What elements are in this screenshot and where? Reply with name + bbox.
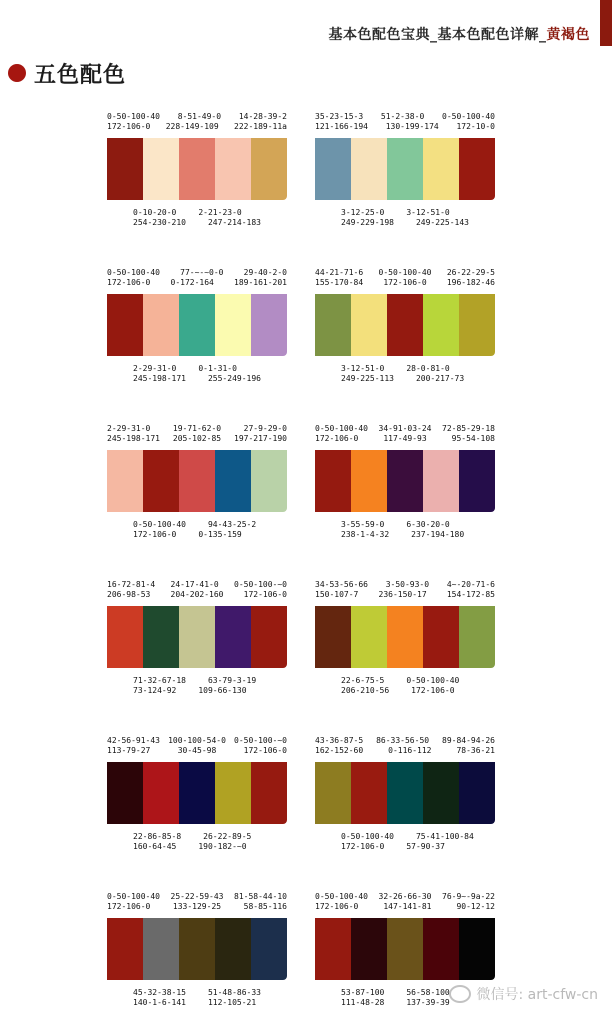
color-swatch [215,918,251,980]
color-code: 172-106-0 [341,842,385,851]
code-line [315,208,495,218]
color-code: 4~-20-71-6 [446,580,495,589]
color-code: 100-100-54-0 [168,736,226,745]
color-code: 72-85-29-18 [442,424,495,433]
swatch-strip [107,762,287,824]
palette-top-codes [107,268,287,288]
palette-top-codes [315,736,495,756]
color-code: 190-182-~0 [198,842,247,851]
palette-bottom-codes [107,364,287,384]
code-line [315,892,495,902]
color-code: 204-202-160 [170,590,224,599]
header-title-main: 基本色配色宝典_基本色配色详解_ [328,27,547,43]
color-swatch [215,138,251,200]
color-code: 19-71-62-0 [172,424,222,433]
color-code: 0-50-100-40 [378,268,432,277]
color-code: 155-170-84 [315,278,364,287]
header-title [329,24,591,44]
swatch-strip [315,138,495,200]
code-line [315,530,495,540]
code-line [315,520,495,530]
color-code: 0-50-100-40 [341,832,394,841]
palette-bottom-codes [107,832,287,852]
palette-top-codes [315,580,495,600]
color-swatch [315,606,351,668]
color-swatch [179,450,215,512]
color-swatch [107,294,143,356]
palette-card [315,580,495,695]
header-title-accent: 黄褐色 [546,27,590,43]
color-swatch [459,918,495,980]
swatch-strip [315,294,495,356]
palette-bottom-codes [315,676,495,696]
code-line [107,530,287,540]
code-line [107,434,287,444]
color-code: 86-33-56-50 [376,736,430,745]
header-accent-bar [600,0,612,46]
color-code: 53-87-100 [341,988,385,997]
color-code: 56-58-100 [406,988,450,997]
color-swatch [387,918,423,980]
color-code: 90-12-12 [456,902,495,911]
color-swatch [143,606,179,668]
color-code: 29-40-2-0 [243,268,287,277]
color-code: 27-9-29-0 [243,424,287,433]
palette-card [107,268,287,383]
color-code: 205-102-85 [172,434,222,443]
color-code: 254-230-210 [133,218,186,227]
color-code: 0-50-100-~0 [234,580,287,589]
code-line [107,112,287,122]
color-code: 63-79-3-19 [207,676,257,685]
color-code: 0-116-112 [388,746,432,755]
code-line [107,364,287,374]
color-swatch [387,138,423,200]
palette-bottom-codes [315,364,495,384]
color-code: 3-50-93-0 [385,580,430,589]
color-code: 112-105-21 [207,998,257,1007]
color-swatch [215,762,251,824]
color-code: 45-32-38-15 [133,988,186,997]
color-code: 172-106-0 [243,746,287,755]
color-swatch [179,762,215,824]
palette-card [315,736,495,851]
color-code: 113-79-27 [107,746,151,755]
bullet-dot-icon [8,64,26,82]
color-code: 3-55-59-0 [341,520,385,529]
color-code: 32-26-66-30 [378,892,432,901]
color-swatch [387,762,423,824]
palette-card [107,424,287,539]
code-line [315,424,495,434]
wechat-icon [449,985,471,1003]
color-code: 94-43-25-2 [207,520,257,529]
color-swatch [107,606,143,668]
color-swatch [351,918,387,980]
color-code: 30-45-98 [177,746,217,755]
color-swatch [107,762,143,824]
code-line [107,590,287,600]
color-code: 35-23-15-3 [315,112,364,121]
color-code: 206-210-56 [341,686,390,695]
watermark [449,984,599,1004]
color-code: 95-54-108 [451,434,495,443]
code-line [315,746,495,756]
color-swatch [351,138,387,200]
color-code: 0-172-164 [170,278,214,287]
color-code: 34-91-03-24 [378,424,432,433]
color-code: 3-12-25-0 [341,208,385,217]
code-line [107,736,287,746]
palette-top-codes [107,424,287,444]
color-code: 43-36-87-5 [315,736,364,745]
color-code: 0-50-100-40 [406,676,460,685]
color-swatch [143,762,179,824]
code-line [107,218,287,228]
color-swatch [107,450,143,512]
code-line [315,268,495,278]
palette-top-codes [315,424,495,444]
color-code: 22-6-75-5 [341,676,385,685]
color-code: 172-106-0 [133,530,177,539]
palette-top-codes [315,268,495,288]
color-swatch [459,606,495,668]
color-swatch [143,294,179,356]
color-code: 75-41-100-84 [415,832,474,841]
color-code: 249-225-113 [341,374,394,383]
color-code: 0-50-100-40 [107,112,160,121]
code-line [315,434,495,444]
color-code: 172-106-0 [315,902,359,911]
code-line [315,218,495,228]
color-code: 34-53-56-66 [315,580,368,589]
palette-bottom-codes [107,988,287,1008]
color-code: 22-86-85-8 [133,832,182,841]
color-swatch [251,450,287,512]
code-line [315,374,495,384]
palette-top-codes [107,580,287,600]
swatch-strip [315,918,495,980]
palette-bottom-codes [107,676,287,696]
color-swatch [315,918,351,980]
palette-top-codes [107,892,287,912]
color-code: 16-72-81-4 [107,580,156,589]
color-swatch [179,294,215,356]
palette-bottom-codes [107,520,287,540]
palette-bottom-codes [315,520,495,540]
code-line [107,374,287,384]
color-code: 200-217-73 [415,374,465,383]
code-line [107,746,287,756]
color-code: 6-30-20-0 [406,520,450,529]
palette-top-codes [315,892,495,912]
code-line [315,580,495,590]
code-line [107,988,287,998]
color-swatch [215,450,251,512]
color-code: 130-199-174 [385,122,439,131]
color-swatch [387,294,423,356]
swatch-strip [315,762,495,824]
color-code: 238-1-4-32 [341,530,390,539]
code-line [107,842,287,852]
color-code: 245-198-171 [133,374,186,383]
color-code: 206-98-53 [107,590,151,599]
color-swatch [459,762,495,824]
color-swatch [315,294,351,356]
color-swatch [179,138,215,200]
color-code: 222-189-11a [234,122,287,131]
color-code: 117-49-93 [383,434,427,443]
code-line [107,686,287,696]
color-swatch [459,450,495,512]
color-code: 111-48-28 [341,998,385,1007]
color-code: 236-150-17 [378,590,427,599]
color-code: 77-~-~0-0 [180,268,224,277]
color-swatch [143,450,179,512]
palette-card [315,424,495,539]
palette-card [315,268,495,383]
watermark-text: 微信号: art-cfw-cn [476,987,598,1003]
color-code: 249-225-143 [415,218,469,227]
color-swatch [423,294,459,356]
color-code: 26-22-89-5 [203,832,252,841]
color-code: 57-90-37 [406,842,445,851]
color-swatch [251,138,287,200]
swatch-strip [107,138,287,200]
color-code: 237-194-180 [411,530,465,539]
code-line [315,842,495,852]
color-code: 14-28-39-2 [238,112,287,121]
color-code: 78-36-21 [456,746,495,755]
code-line [107,580,287,590]
color-swatch [143,918,179,980]
color-swatch [423,918,459,980]
color-code: 2-21-23-0 [198,208,242,217]
color-swatch [315,138,351,200]
color-code: 2-29-31-0 [107,424,151,433]
code-line [315,122,495,132]
color-code: 154-172-85 [446,590,495,599]
color-swatch [143,138,179,200]
color-swatch [315,450,351,512]
color-code: 25-22-59-43 [170,892,224,901]
color-swatch [423,450,459,512]
color-code: 24-17-41-0 [170,580,219,589]
color-swatch [423,606,459,668]
palette-card [107,892,287,1007]
color-swatch [315,762,351,824]
color-code: 26-22-29-5 [446,268,495,277]
color-code: 58-85-116 [243,902,287,911]
code-line [107,208,287,218]
code-line [315,736,495,746]
color-code: 121-166-194 [315,122,368,131]
color-code: 0-50-100-40 [442,112,495,121]
color-swatch [351,762,387,824]
color-code: 160-64-45 [133,842,177,851]
color-swatch [107,918,143,980]
color-swatch [179,918,215,980]
color-code: 249-229-198 [341,218,394,227]
code-line [107,278,287,288]
color-code: 245-198-171 [107,434,160,443]
palette-card [315,112,495,227]
swatch-strip [107,606,287,668]
swatch-strip [107,294,287,356]
code-line [107,122,287,132]
color-code: 0-50-100-40 [107,892,160,901]
color-swatch [459,138,495,200]
swatch-strip [107,450,287,512]
section-heading [8,58,126,88]
code-line [315,686,495,696]
color-code: 28-0-81-0 [406,364,450,373]
color-code: 140-1-6-141 [133,998,186,1007]
color-code: 0-50-100-40 [315,892,368,901]
color-code: 3-12-51-0 [341,364,385,373]
color-code: 172-106-0 [107,278,151,287]
color-swatch [215,294,251,356]
code-line [315,112,495,122]
color-code: 51-2-38-0 [380,112,425,121]
swatch-strip [315,606,495,668]
color-swatch [251,294,287,356]
swatch-strip [107,918,287,980]
code-line [107,892,287,902]
color-code: 255-249-196 [207,374,261,383]
color-code: 172-10-0 [456,122,495,131]
section-title: 五色配色 [34,62,127,88]
color-code: 71-32-67-18 [133,676,186,685]
color-swatch [351,606,387,668]
palette-top-codes [107,112,287,132]
color-swatch [251,918,287,980]
palette-bottom-codes [107,208,287,228]
color-swatch [423,762,459,824]
palette-bottom-codes [315,208,495,228]
color-code: 109-66-130 [198,686,247,695]
color-code: 172-106-0 [243,590,287,599]
code-line [107,424,287,434]
color-code: 3-12-51-0 [406,208,450,217]
color-swatch [251,762,287,824]
color-code: 172-106-0 [107,122,151,131]
color-code: 2-29-31-0 [133,364,177,373]
code-line [107,832,287,842]
color-swatch [387,606,423,668]
color-swatch [351,294,387,356]
color-code: 247-214-183 [207,218,261,227]
code-line [107,998,287,1008]
color-code: 0-50-100-40 [107,268,160,277]
color-code: 0-50-100-40 [315,424,368,433]
color-code: 0-1-31-0 [198,364,237,373]
color-code: 172-106-0 [107,902,151,911]
code-line [107,676,287,686]
color-code: 147-141-81 [383,902,432,911]
color-code: 150-107-7 [315,590,359,599]
color-code: 172-106-0 [315,434,359,443]
code-line [315,278,495,288]
color-swatch [215,606,251,668]
color-code: 0-135-159 [198,530,242,539]
color-swatch [459,294,495,356]
color-code: 162-152-60 [315,746,364,755]
color-code: 196-182-46 [446,278,495,287]
color-code: 172-106-0 [383,278,427,287]
code-line [315,902,495,912]
palette-top-codes [107,736,287,756]
palette-card [107,112,287,227]
color-code: 137-39-39 [406,998,450,1007]
palette-bottom-codes [315,832,495,852]
color-swatch [423,138,459,200]
color-swatch [179,606,215,668]
color-code: 81-58-44-10 [234,892,287,901]
color-code: 51-48-86-33 [207,988,261,997]
code-line [107,268,287,278]
palette-top-codes [315,112,495,132]
palette-card [107,580,287,695]
color-swatch [251,606,287,668]
palette-card [107,736,287,851]
color-code: 73-124-92 [133,686,177,695]
code-line [315,832,495,842]
color-code: 8-51-49-0 [177,112,222,121]
code-line [315,590,495,600]
code-line [315,676,495,686]
color-code: 89-84-94-26 [442,736,495,745]
color-code: 42-56-91-43 [107,736,160,745]
code-line [107,520,287,530]
color-code: 0-50-100-40 [133,520,186,529]
color-code: 172-106-0 [411,686,455,695]
color-code: 133-129-25 [172,902,222,911]
code-line [107,902,287,912]
color-code: 76-9~-9a-22 [442,892,495,901]
swatch-strip [315,450,495,512]
color-swatch [351,450,387,512]
code-line [315,364,495,374]
color-code: 44-21-71-6 [315,268,364,277]
page-header [0,0,612,48]
color-code: 197-217-190 [234,434,287,443]
color-code: 0-50-100-~0 [234,736,287,745]
color-code: 228-149-109 [165,122,219,131]
color-code: 0-10-20-0 [133,208,177,217]
color-swatch [387,450,423,512]
color-code: 189-161-201 [234,278,287,287]
color-swatch [107,138,143,200]
